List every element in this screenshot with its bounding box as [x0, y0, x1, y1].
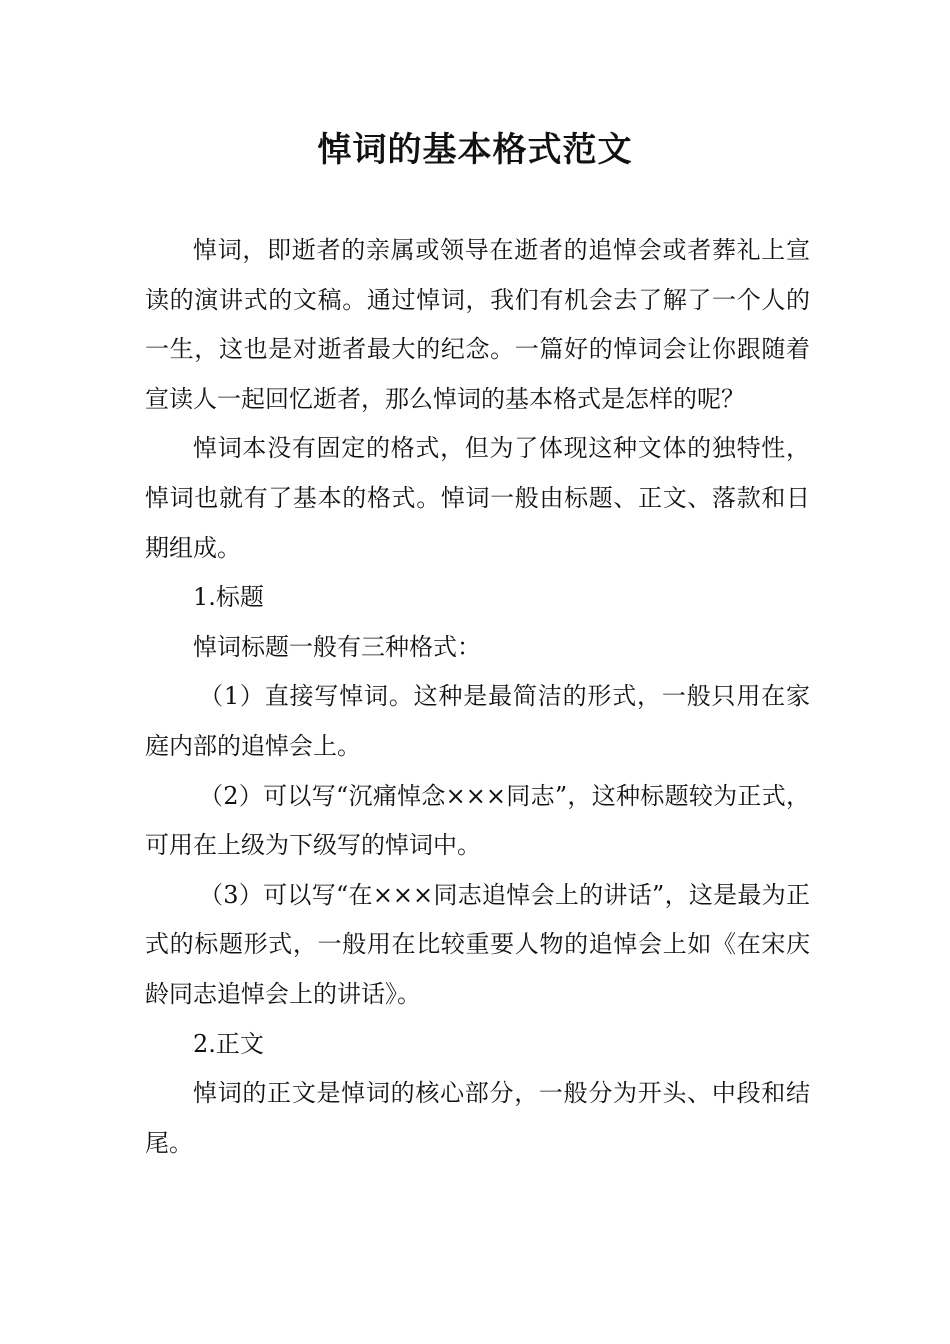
paragraph-format-overview: 悼词本没有固定的格式，但为了体现这种文体的独特性，悼词也就有了基本的格式。悼词一般由标题、正文、落款和日期组成。: [145, 434, 810, 562]
document-body: [145, 226, 810, 1168]
document-title: 悼词的基本格式范文: [317, 130, 633, 170]
section-heading-title: 1.标题: [193, 583, 264, 612]
list-item-format-2: （2）可以写“沉痛悼念×××同志”，这种标题较为正式，可用在上级为下级写的悼词中。: [145, 781, 810, 860]
paragraph-intro: 悼词，即逝者的亲属或领导在逝者的追悼会或者葬礼上宣读的演讲式的文稿。通过悼词，我们有机会去了解了一个人的一生，这也是对逝者最大的纪念。一篇好的悼词会让你跟随着宣读人一起回忆逝者，那么悼词的基本格式是怎样的呢？: [145, 236, 810, 413]
paragraph-body-structure: 悼词的正文是悼词的核心部分，一般分为开头、中段和结尾。: [145, 1079, 810, 1157]
paragraph-title-formats: 悼词标题一般有三种格式：: [193, 632, 481, 661]
list-item-format-3: （3）可以写“在×××同志追悼会上的讲话”，这是最为正式的标题形式，一般用在比较重要人物的追悼会上如《在宋庆龄同志追悼会上的讲话》。: [145, 880, 810, 1008]
list-item-format-1: （1）直接写悼词。这种是最简洁的形式，一般只用在家庭内部的追悼会上。: [145, 682, 810, 760]
section-heading-body: 2.正文: [193, 1029, 264, 1058]
